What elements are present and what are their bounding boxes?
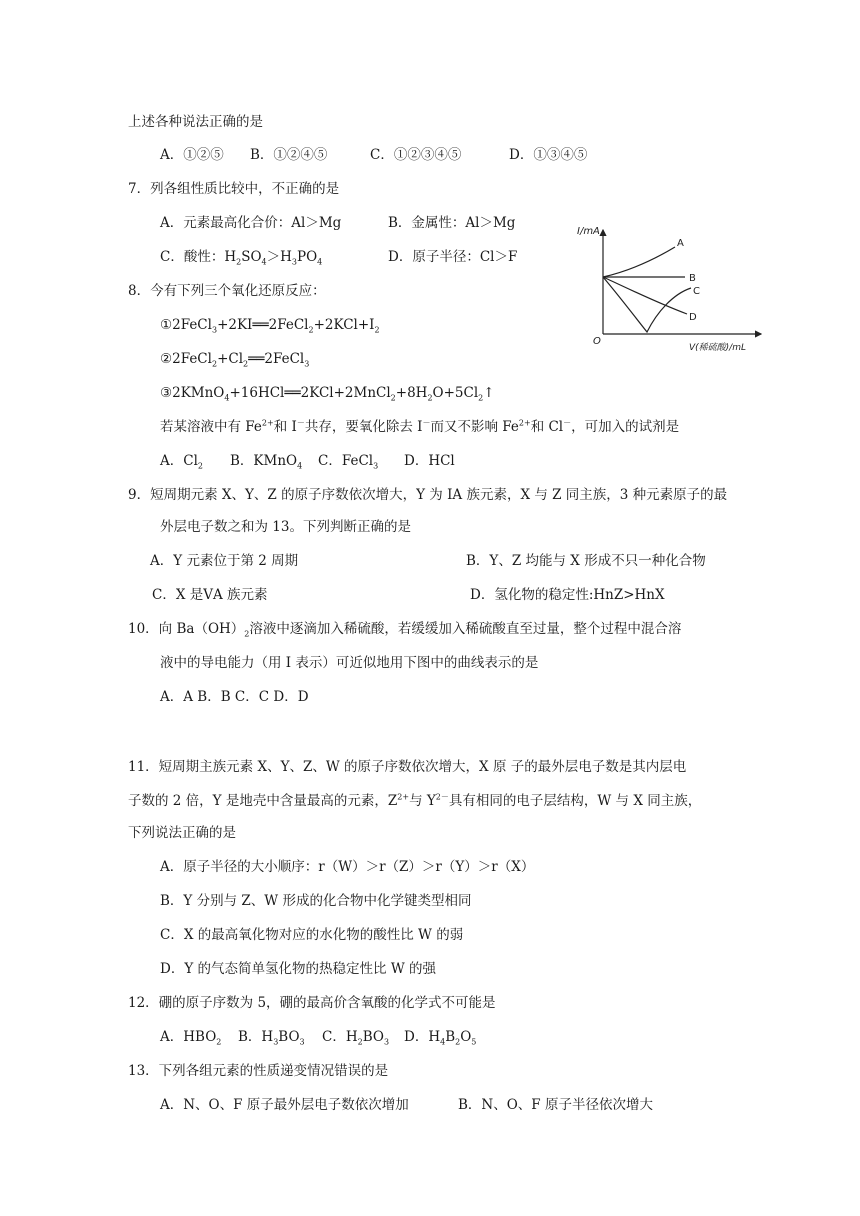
q7-option-a: A．元素最高化合价：Al＞Mg xyxy=(160,215,342,231)
y-axis-label: I/mA xyxy=(577,226,600,237)
q8-reaction-1: $①2FeCl_3+2KI══2FeCl_2+2KCl+I_2$ xyxy=(160,317,380,335)
origin-label: O xyxy=(593,336,601,347)
curve-b-label: B xyxy=(689,273,696,284)
q11-stem-line1: 11．短周期主族元素 X、Y、Z、W 的原子序数依次增大，X 原 子的最外层电子数是其内层电 xyxy=(128,759,687,775)
q8-option-c: C．FeCl$_3$ xyxy=(318,453,379,471)
q9-option-d: D．氢化物的稳定性:HnZ>HnX xyxy=(470,587,665,603)
q9-stem-line2: 外层电子数之和为 13。下列判断正确的是 xyxy=(160,519,411,535)
q12-stem: 12．硼的原子序数为 5，硼的最高价含氧酸的化学式不可能是 xyxy=(128,995,496,1011)
curve-d xyxy=(603,277,687,314)
q6-option-b: B．①②④⑤ xyxy=(250,147,328,163)
q7-option-b: B．金属性：Al＞Mg xyxy=(388,215,516,231)
q6-option-a: A．①②⑤ xyxy=(160,147,224,163)
q7-option-c: C．酸性：$H_2SO_4>H_3PO_4$ xyxy=(160,249,323,267)
q11-option-b: B．Y 分别与 Z、W 形成的化合物中化学键类型相同 xyxy=(160,893,472,909)
q8-reaction-3: $③2KMnO_4+16HCl══2KCl+2MnCl_2+8H_2O+5Cl_2↑$ xyxy=(160,385,495,403)
q6-option-c: C．①②③④⑤ xyxy=(370,147,462,163)
q11-option-d: D．Y 的气态简单氢化物的热稳定性比 W 的强 xyxy=(160,961,436,977)
curve-c xyxy=(603,277,691,332)
conductivity-chart xyxy=(577,222,770,353)
curve-d-label: D xyxy=(689,312,697,323)
q12-option-a: A．$HBO_2$ xyxy=(160,1029,222,1047)
q11-stem-line3: 下列说法正确的是 xyxy=(128,825,236,841)
q7-stem: 7．列各组性质比较中，不正确的是 xyxy=(128,181,340,197)
q9-option-c: C．X 是ⅤA 族元素 xyxy=(152,587,268,603)
x-axis-label: V(稀硫酸)/mL xyxy=(689,343,746,353)
q9-option-a: A．Y 元素位于第 2 周期 xyxy=(150,553,299,569)
q8-option-d: D．HCl xyxy=(404,453,455,469)
q6-stem: 上述各种说法正确的是 xyxy=(128,114,263,130)
q10-stem-line2: 液中的导电能力（用 I 表示）可近似地用下图中的曲线表示的是 xyxy=(160,655,539,671)
q12-option-c: C．$H_2BO_3$ xyxy=(322,1029,390,1047)
q6-option-d: D．①③④⑤ xyxy=(509,147,588,163)
q11-option-c: C．X 的最高氧化物对应的水化物的酸性比 W 的弱 xyxy=(160,927,464,943)
q13-option-a: A．N、O、F 原子最外层电子数依次增加 xyxy=(160,1097,409,1113)
q10-options: A．A B．B C．C D．D xyxy=(160,689,309,705)
q9-option-b: B．Y、Z 均能与 X 形成不只一种化合物 xyxy=(466,553,706,569)
q11-option-a: A．原子半径的大小顺序：r（W）＞r（Z）＞r（Y）＞r（X） xyxy=(160,859,535,875)
q12-option-d: D．$H_4B_2O_5$ xyxy=(404,1029,477,1047)
curve-c-label: C xyxy=(693,286,700,297)
q8-option-a: A．$Cl_2$ xyxy=(160,453,203,471)
q13-stem: 13．下列各组元素的性质递变情况错误的是 xyxy=(128,1063,389,1079)
q8-reaction-2: $②2FeCl_2+Cl_2══2FeCl_3$ xyxy=(160,351,310,369)
q8-option-b: B．KMnO$_4$ xyxy=(230,453,303,471)
q11-stem-line2: 子数的 2 倍，Y 是地壳中含量最高的元素，$Z^{2+}$与 $Y^{2-}$具有相同的电子层结构，W 与 X 同主族， xyxy=(128,792,702,809)
curve-a xyxy=(603,247,675,277)
q10-stem-line1: 10．向 $Ba(OH)_2$溶液中逐滴加入稀硫酸，若缓缓加入稀硫酸直至过量，整个过程中混合溶 xyxy=(128,621,682,639)
q13-option-b: B．N、O、F 原子半径依次增大 xyxy=(458,1097,653,1113)
q7-option-d: D．原子半径：Cl＞F xyxy=(388,249,518,265)
q8-stem: 8．今有下列三个氧化还原反应： xyxy=(128,283,326,299)
curve-a-label: A xyxy=(677,238,684,249)
q8-question: 若某溶液中有 $Fe^{2+}$和 I－共存，要氧化除去 I－而又不影响 $Fe^{2+}$和 Cl－，可加入的试剂是 xyxy=(160,418,680,435)
q12-option-b: B．$H_3BO_3$ xyxy=(238,1029,305,1047)
q9-stem-line1: 9．短周期元素 X、Y、Z 的原子序数依次增大，Y 为 IA 族元素，X 与 Z 同主族，3 种元素原子的最 xyxy=(128,487,728,503)
